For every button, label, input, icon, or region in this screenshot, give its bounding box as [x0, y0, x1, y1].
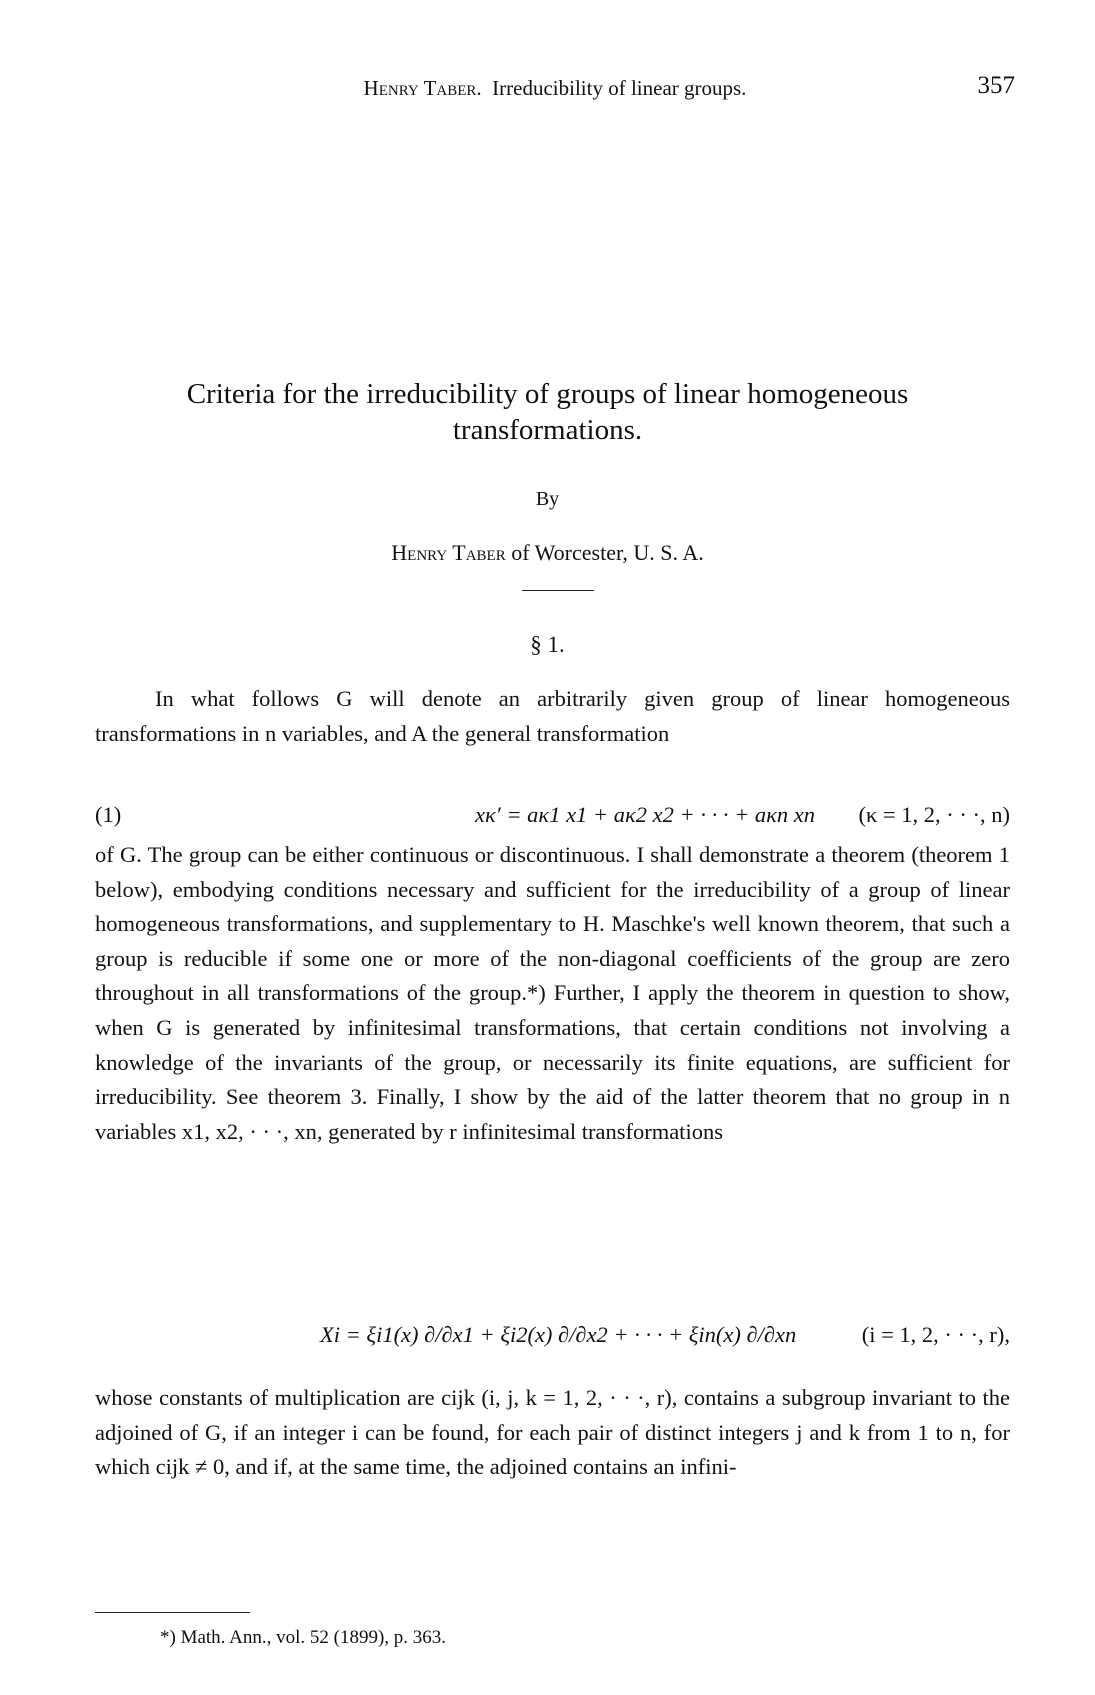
equation-1: [95, 802, 1010, 842]
running-head: [95, 72, 1015, 106]
equation-1-body: xκ′ = aκ1 x1 + aκ2 x2 + · · · + aκn xn: [475, 802, 816, 827]
paragraph-1-text: In what follows G will denote an arbitrarily given group of linear homogeneous transformations in n variables, and A the general transformation: [95, 686, 1010, 746]
paragraph-3: whose constants of multiplication are cijk (i, j, k = 1, 2, · · ·, r), contains a subgroup invariant to the adjoined of G, if an integer i can be found, for each pair of distinct integers j and k from 1 to n, for which cijk ≠ 0, and if, at the same time, the adjoined contains an infini-: [95, 1385, 1010, 1480]
byline-author: [0, 540, 1095, 566]
page-number: 357: [977, 72, 1015, 99]
equation-1-range: (κ = 1, 2, · · ·, n): [858, 802, 1010, 827]
title-divider: [522, 590, 594, 591]
footnote-rule: [95, 1612, 250, 1613]
equation-1-number: (1): [95, 802, 122, 827]
running-head-author: Henry Taber.: [363, 76, 482, 100]
author-affiliation: of Worcester, U. S. A.: [511, 540, 704, 565]
title-line-2: transformations.: [452, 414, 643, 446]
paragraph-1: [95, 682, 1010, 751]
running-head-title: Irreducibility of linear groups.: [492, 76, 747, 100]
footnote: *) Math. Ann., vol. 52 (1899), p. 363.: [160, 1627, 447, 1648]
section-heading: § 1.: [530, 632, 565, 657]
byline-by: By: [535, 488, 560, 510]
equation-2: [95, 1322, 1010, 1370]
author-name: Henry Taber: [391, 540, 506, 565]
equation-2-body: Xi = ξi1(x) ∂/∂x1 + ξi2(x) ∂/∂x2 + · · · + ξin(x) ∂/∂xn: [320, 1322, 797, 1347]
title-line-1: Criteria for the irreducibility of groups of linear homogeneous: [186, 378, 909, 410]
article-title: [80, 376, 1015, 448]
paragraph-2: of G. The group can be either continuous or discontinuous. I shall demonstrate a theorem (theorem 1 below), embodying conditions necessary and sufficient for the irreducibility of a group of linear homogeneous transformations, and supplementary to H. Maschke's well known theorem, that such a group is reducible if some one or more of the non-diagonal coefficients of the group are zero throughout in all transformations of the group.*) Further, I apply the theorem in question to show, when G is generated by infinitesimal transformations, that certain conditions not involving a knowledge of the invariants of the group, or necessarily its finite equations, are sufficient for irreducibility. See theorem 3. Finally, I show by the aid of the latter theorem that no group in n variables x1, x2, · · ·, xn, generated by r infinitesimal transformations: [95, 842, 1010, 1144]
equation-2-range: (i = 1, 2, · · ·, r),: [861, 1322, 1010, 1347]
